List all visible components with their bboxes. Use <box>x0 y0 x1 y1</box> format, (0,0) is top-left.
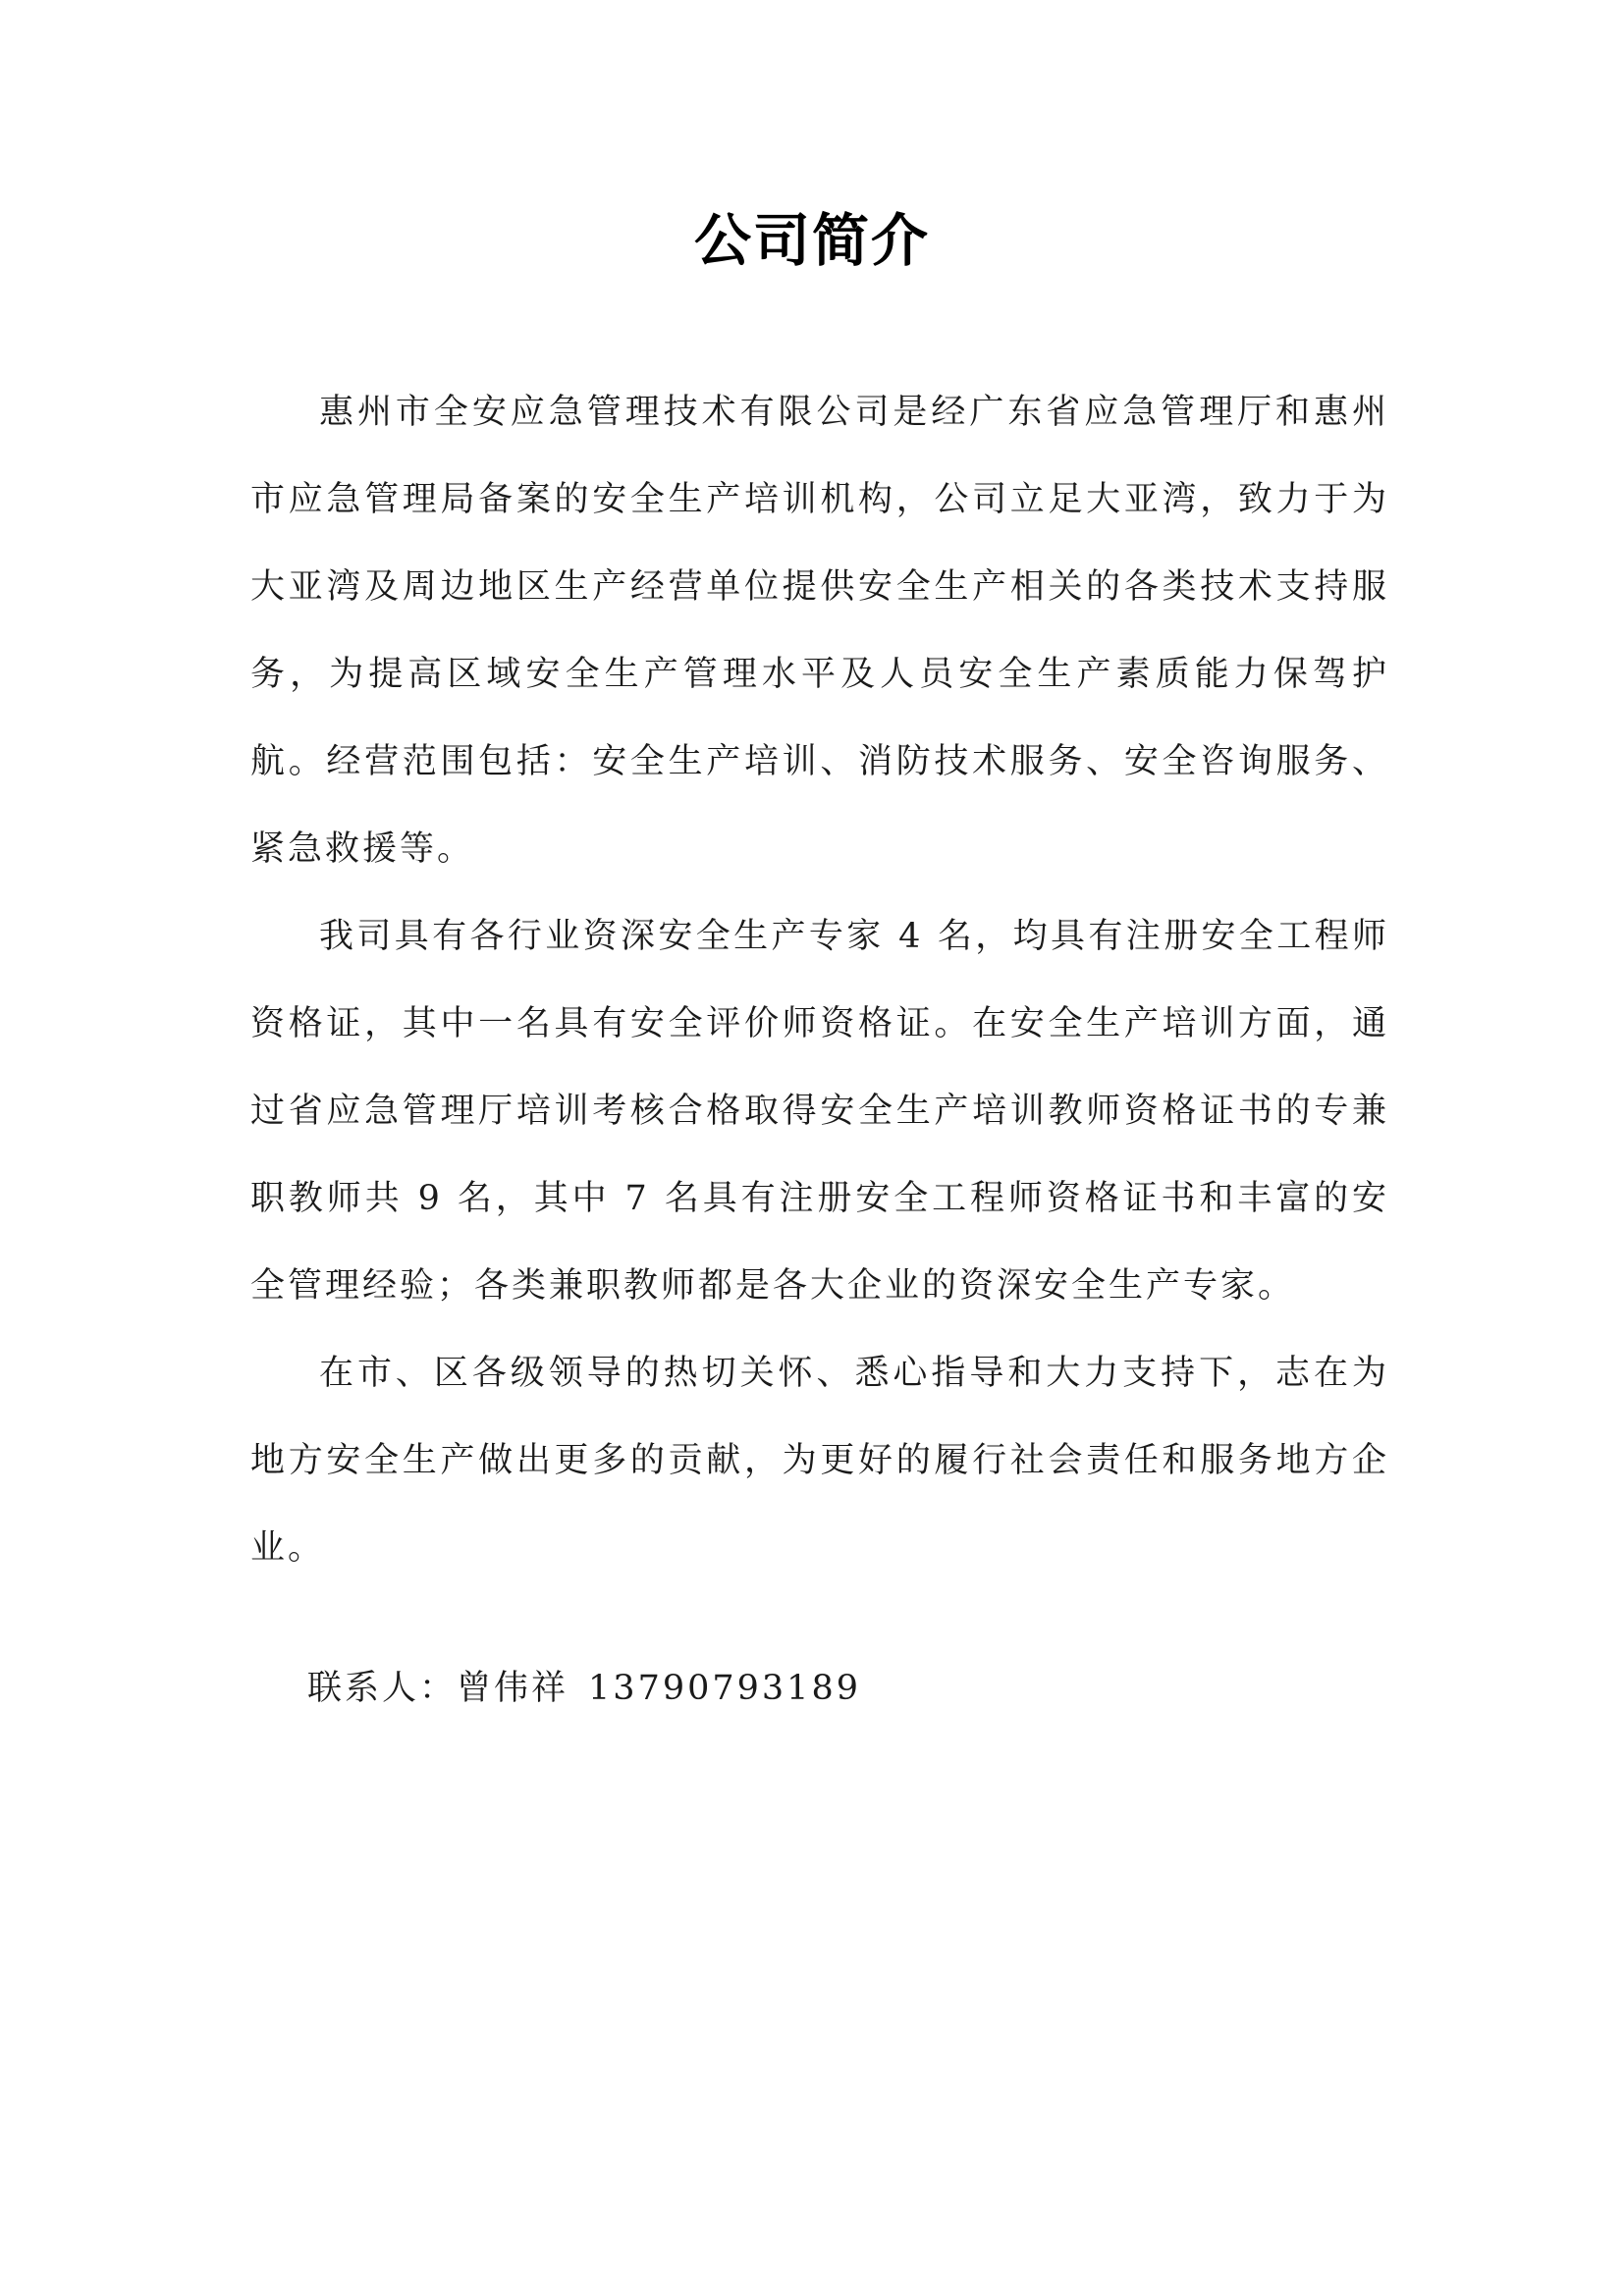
contact-line <box>307 1659 861 1718</box>
contact-label: 联系人： <box>307 1669 458 1708</box>
page-title: 公司简介 <box>693 207 930 274</box>
document-body <box>250 369 1389 1592</box>
contact-phone: 13790793189 <box>588 1669 861 1708</box>
contact-name: 曾伟祥 <box>457 1669 569 1708</box>
paragraph-intro: 惠州市全安应急管理技术有限公司是经广东省应急管理厅和惠州市应急管理局备案的安全生产培训机构，公司立足大亚湾，致力于为大亚湾及周边地区生产经营单位提供安全生产相关的各类技术支持服务，为提高区域安全生产管理水平及人员安全生产素质能力保驾护航。经营范围包括：安全生产培训、消防技术服务、安全咨询服务、紧急救援等。 <box>250 393 1389 869</box>
paragraph-mission: 在市、区各级领导的热切关怀、悉心指导和大力支持下，志在为地方安全生产做出更多的贡献，为更好的履行社会责任和服务地方企业。 <box>250 1354 1389 1568</box>
paragraph-staff: 我司具有各行业资深安全生产专家 4 名，均具有注册安全工程师资格证，其中一名具有安全评价师资格证。在安全生产培训方面，通过省应急管理厅培训考核合格取得安全生产培训教师资格证书的专兼职教师共 9 名，其中 7 名具有注册安全工程师资格证书和丰富的安全管理经验；各类兼职教师都是各大企业的资深安全生产专家。 <box>250 917 1389 1306</box>
